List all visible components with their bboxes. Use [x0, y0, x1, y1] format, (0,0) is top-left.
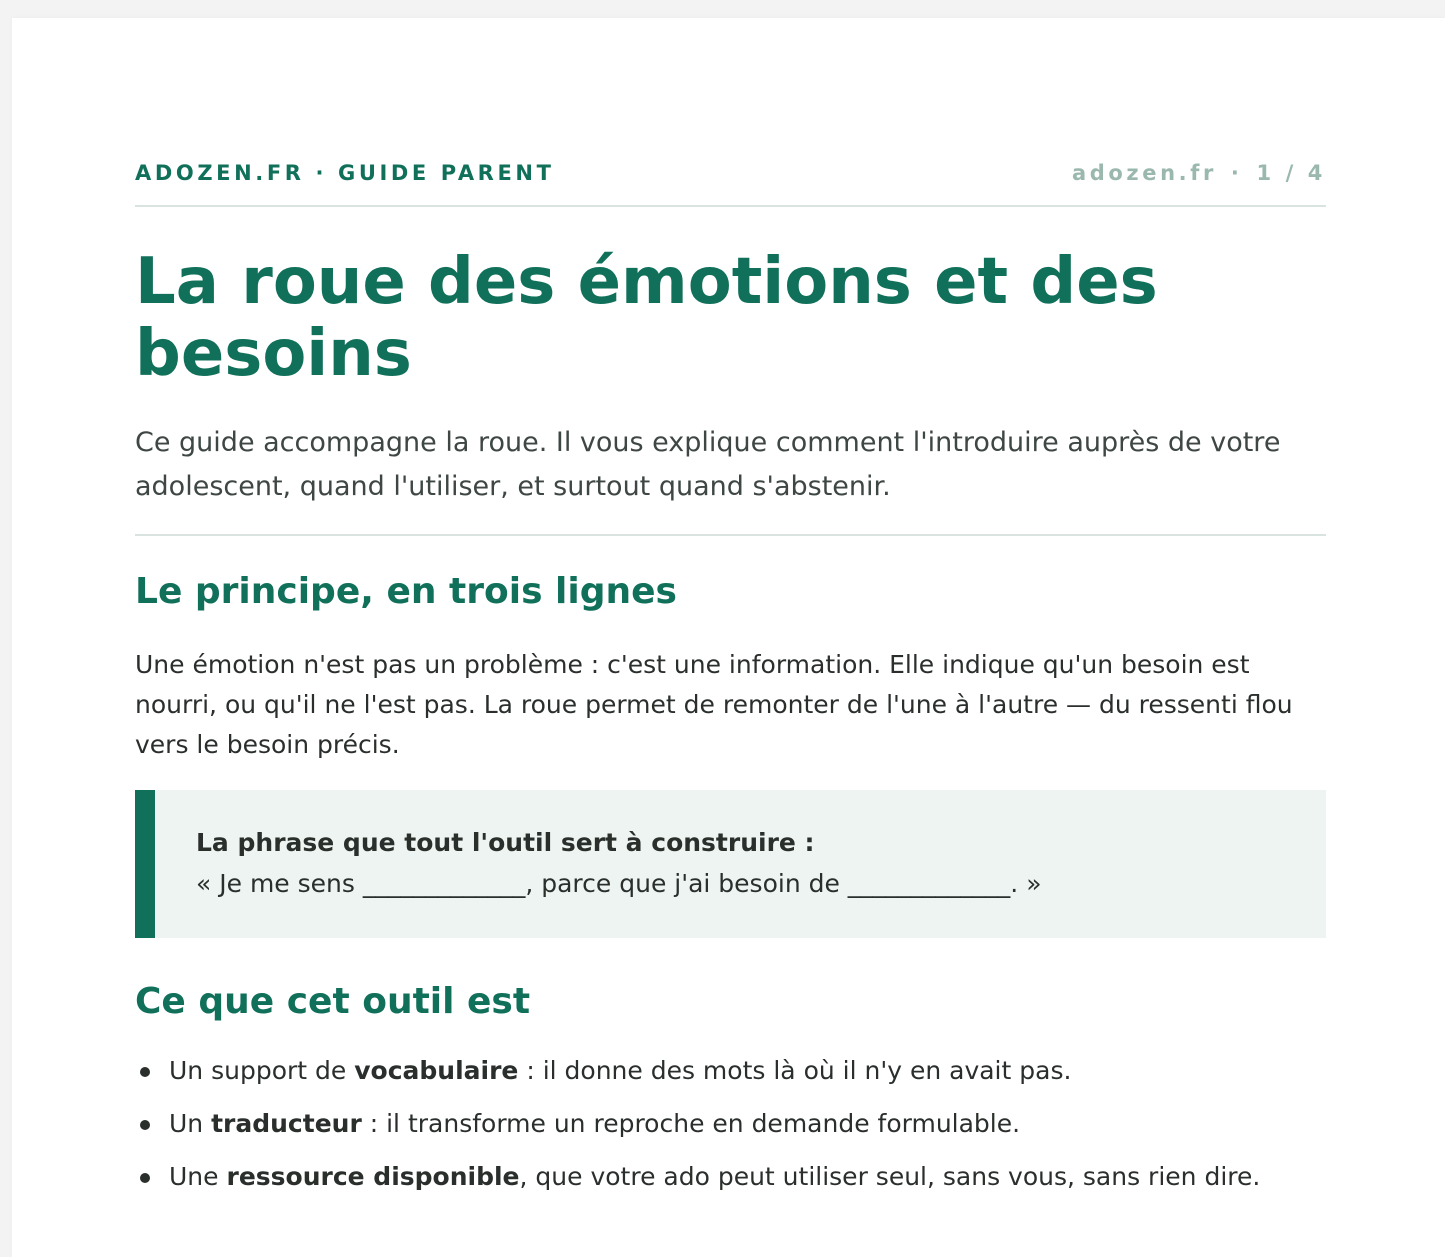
brand-label: ADOZEN.FR · GUIDE PARENT — [135, 161, 555, 185]
site-label: adozen.fr — [1071, 161, 1217, 185]
intro-paragraph: Ce guide accompagne la roue. Il vous explique comment l'introduire auprès de votre adolescent, quand l'utiliser, et surtout quand s'abstenir. — [135, 427, 1281, 502]
callout-accent-bar — [135, 790, 155, 938]
list-item — [135, 1104, 1326, 1144]
list-item-bold: ressource disponible — [226, 1162, 520, 1191]
list-item — [135, 1051, 1326, 1091]
bullet-icon — [140, 1173, 150, 1183]
callout-sentence: « Je me sens _____________, parce que j'ai besoin de _____________. » — [196, 869, 1042, 898]
page-info — [1072, 161, 1326, 185]
list-item-text: , que votre ado peut utiliser seul, sans vous, sans rien dire. — [519, 1162, 1261, 1191]
list-item-text: : il donne des mots là où il n'y en avait pas. — [518, 1056, 1072, 1085]
divider — [135, 534, 1326, 536]
section-heading-what: Ce que cet outil est — [135, 981, 531, 1022]
callout-box — [135, 790, 1326, 938]
page-title: La roue des émotions et des besoins — [135, 245, 1158, 391]
list-item-text: : il transforme un reproche en demande formulable. — [361, 1109, 1021, 1138]
separator: · — [1230, 161, 1243, 185]
list-item-bold: vocabulaire — [354, 1056, 519, 1085]
page-indicator: 1 / 4 — [1256, 161, 1326, 185]
list-item — [135, 1157, 1326, 1197]
list-item-text: Un — [169, 1109, 212, 1138]
principle-paragraph: Une émotion n'est pas un problème : c'est une information. Elle indique qu'un besoin est nourri, ou qu'il ne l'est pas. La roue permet de remonter de l'une à l'autre — du ressenti flou vers le besoin précis. — [135, 650, 1293, 759]
bullet-icon — [140, 1067, 150, 1077]
list-item-bold: traducteur — [211, 1109, 362, 1138]
what-list — [135, 1051, 1326, 1210]
bullet-icon — [140, 1120, 150, 1130]
list-item-text: Un support de — [169, 1056, 355, 1085]
list-item-text: Une — [169, 1162, 227, 1191]
page-header — [135, 161, 1326, 207]
callout-title: La phrase que tout l'outil sert à construire : — [196, 828, 815, 857]
section-heading-principle: Le principe, en trois lignes — [135, 571, 677, 612]
document-page — [12, 18, 1445, 1257]
